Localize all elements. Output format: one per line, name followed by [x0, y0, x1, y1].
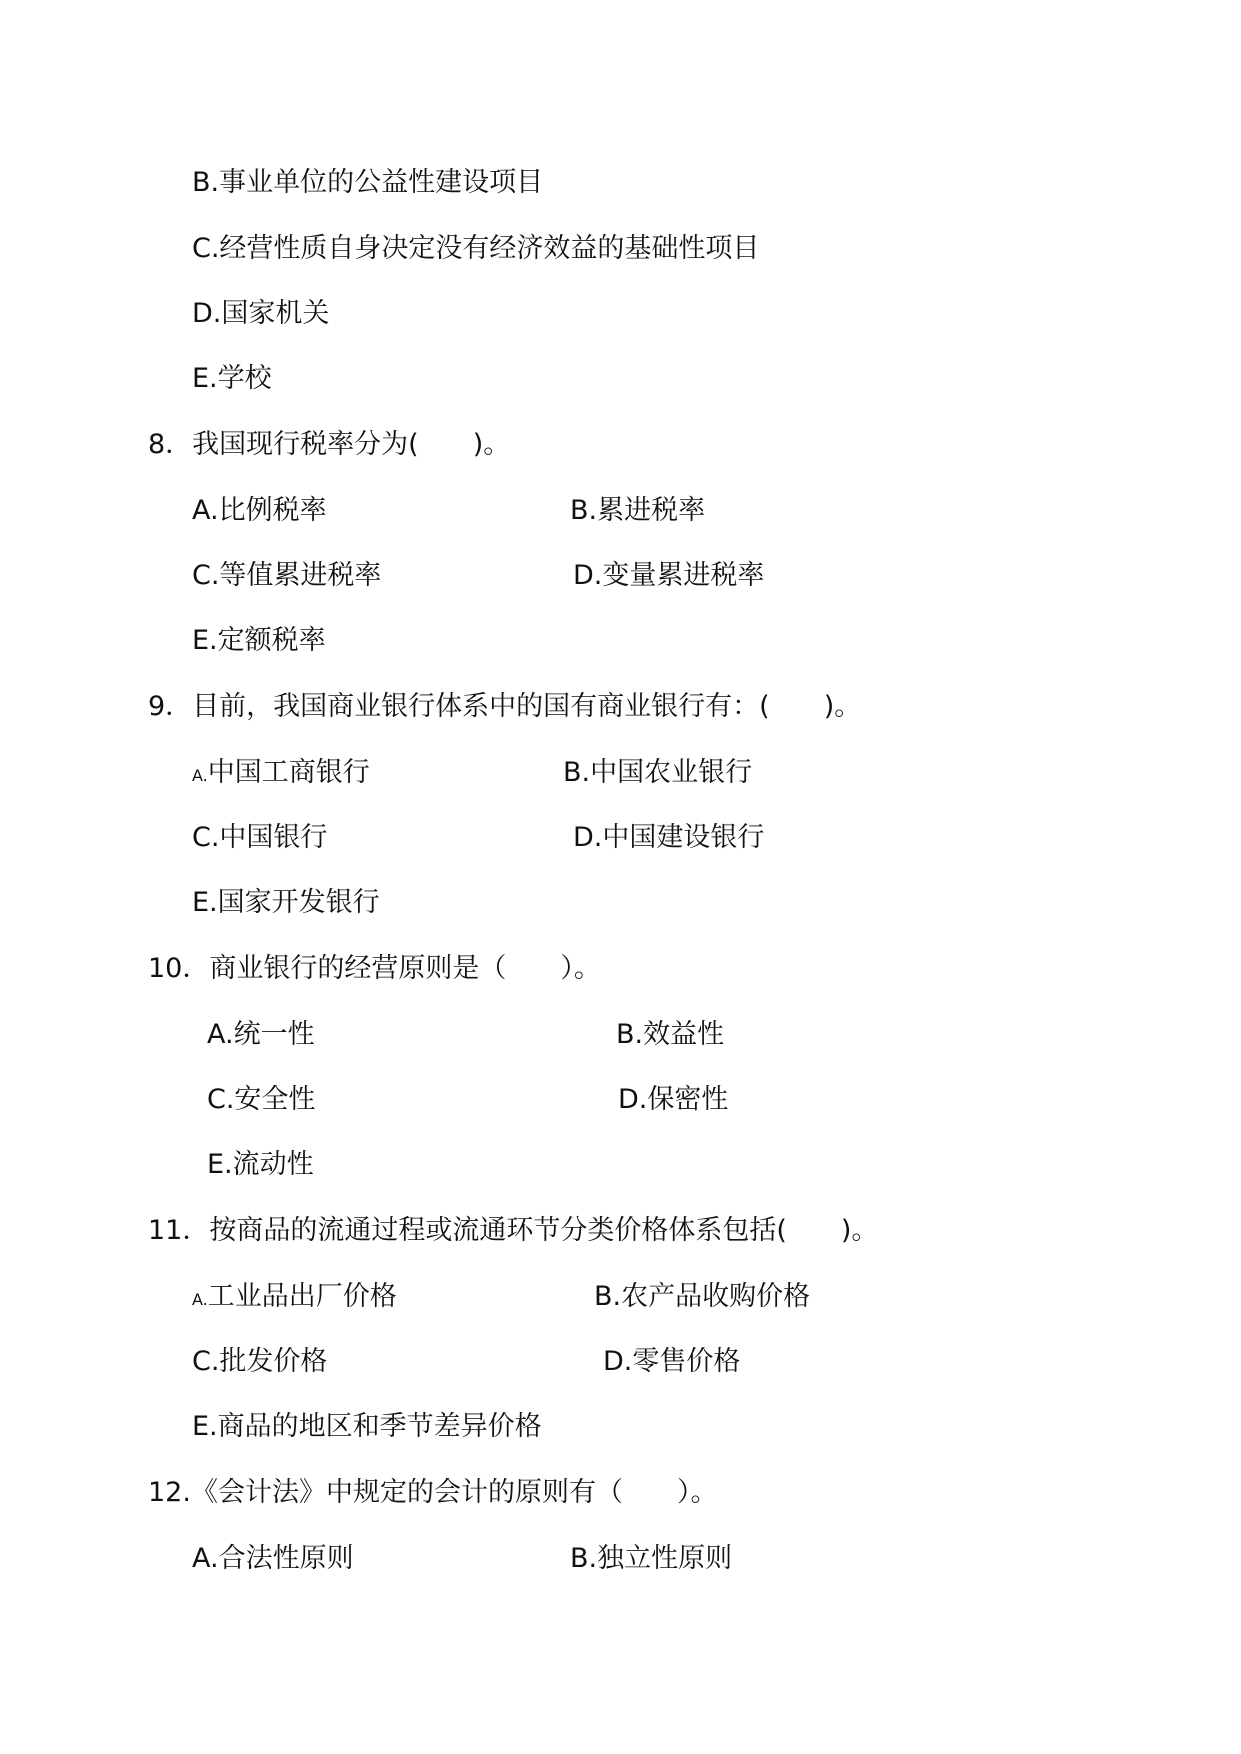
q7-option-e: E.学校: [192, 363, 272, 394]
q12-option-a: A.合法性原则: [192, 1543, 354, 1574]
q12-stem: 12.《会计法》中规定的会计的原则有（ ）。: [148, 1477, 718, 1508]
q9-option-a-text: 中国工商银行: [207, 757, 370, 788]
q12-option-b: B.独立性原则: [570, 1543, 733, 1574]
q10-option-b: B.效益性: [616, 1019, 725, 1050]
q10-option-c: C.安全性: [207, 1084, 316, 1115]
q7-option-d: D.国家机关: [192, 298, 330, 329]
q11-option-d: D.零售价格: [603, 1346, 741, 1377]
q10-option-e: E.流动性: [207, 1149, 314, 1180]
q9-option-a-letter: A.: [192, 766, 208, 785]
q11-stem: 11．按商品的流通过程或流通环节分类价格体系包括( )。: [148, 1215, 879, 1246]
q8-stem: 8．我国现行税率分为( )。: [148, 429, 511, 460]
q7-option-b: B.事业单位的公益性建设项目: [192, 167, 544, 198]
q8-option-b: B.累进税率: [570, 495, 706, 526]
q9-option-b: B.中国农业银行: [563, 757, 753, 788]
q8-option-c: C.等值累进税率: [192, 560, 382, 591]
q10-stem: 10．商业银行的经营原则是（ ）。: [148, 953, 601, 984]
q10-option-a: A.统一性: [207, 1019, 315, 1050]
q11-option-e: E.商品的地区和季节差异价格: [192, 1411, 542, 1442]
q11-option-a: [192, 1280, 397, 1317]
q9-option-d: D.中国建设银行: [573, 822, 765, 853]
q8-option-d: D.变量累进税率: [573, 560, 765, 591]
q8-option-a: A.比例税率: [192, 495, 327, 526]
q7-option-c: C.经营性质自身决定没有经济效益的基础性项目: [192, 233, 760, 264]
q11-option-a-letter: A.: [192, 1290, 208, 1309]
q9-option-a: [192, 756, 370, 793]
q8-option-e: E.定额税率: [192, 625, 326, 656]
q9-stem: 9．目前，我国商业银行体系中的国有商业银行有：( )。: [148, 691, 862, 722]
q10-option-d: D.保密性: [618, 1084, 729, 1115]
q11-option-b: B.农产品收购价格: [594, 1281, 811, 1312]
q9-option-e: E.国家开发银行: [192, 887, 380, 918]
q9-option-c: C.中国银行: [192, 822, 328, 853]
q11-option-a-text: 工业品出厂价格: [207, 1281, 397, 1312]
q11-option-c: C.批发价格: [192, 1346, 328, 1377]
